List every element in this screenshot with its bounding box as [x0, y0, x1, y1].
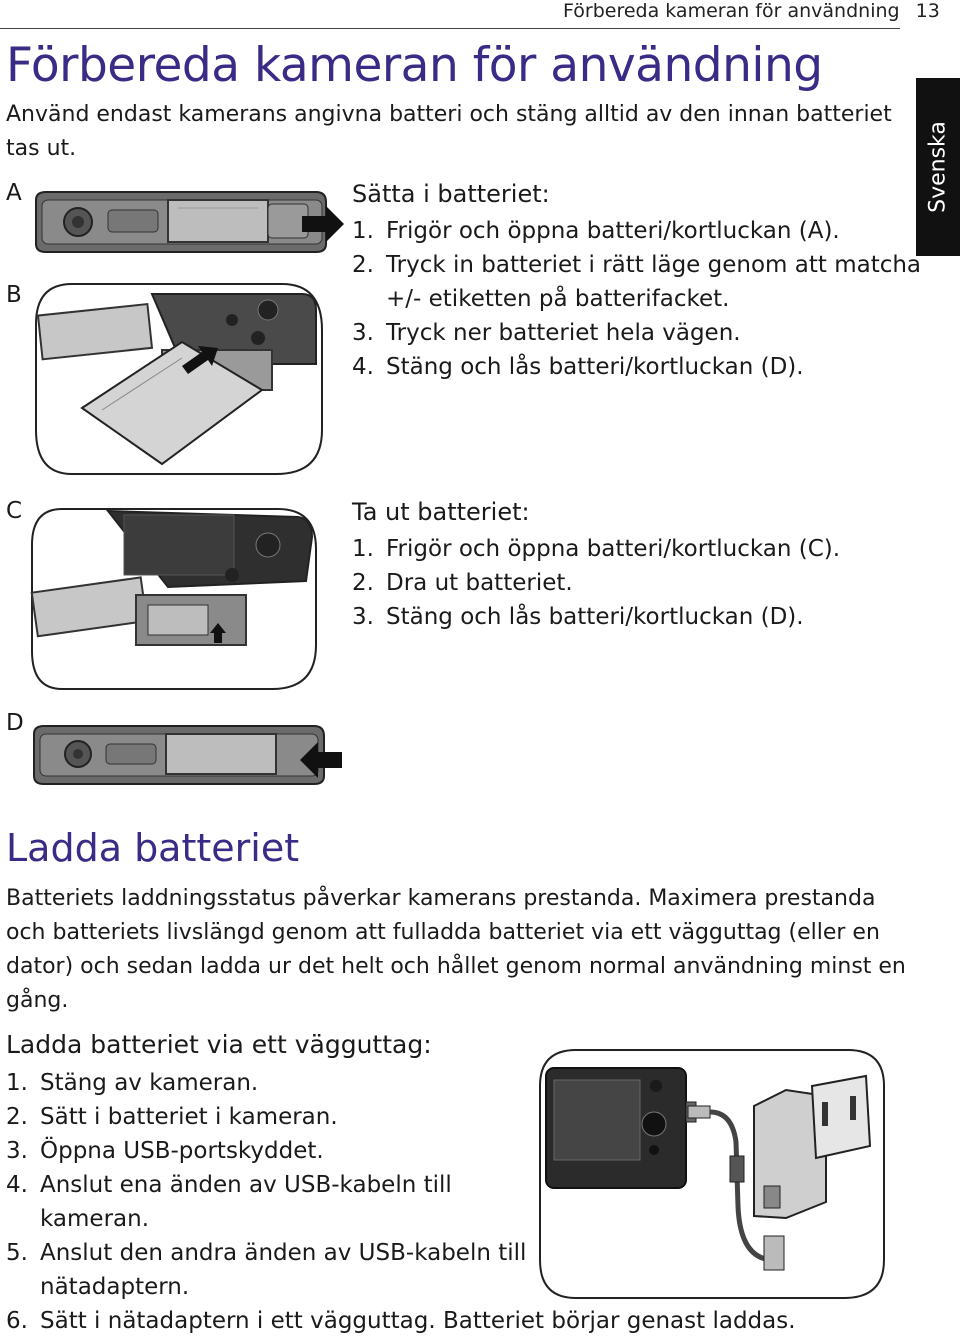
list-item: 5. Anslut den andra änden av USB-kabeln till [6, 1240, 527, 1266]
intro-text: Använd endast kamerans angivna batteri och stäng alltid av den innan batteriet tas ut. [6, 102, 892, 161]
battery-remove-illustration-c [28, 505, 320, 693]
camera-bottom-illustration-a [28, 186, 348, 266]
figure-label-d: D [6, 710, 24, 736]
camera-bottom-illustration-d [28, 722, 348, 792]
figure-label-b: B [6, 282, 22, 308]
section-title-charge: Ladda batteriet [6, 826, 300, 870]
list-item: 2. Tryck in batteriet i rätt läge genom att matcha [352, 252, 922, 278]
list-item-continuation: +/- etiketten på batterifacket. [386, 286, 730, 312]
list-item-continuation: kameran. [40, 1206, 150, 1232]
list-item: 3. Öppna USB-portskyddet. [6, 1138, 324, 1164]
list-item: 4. Anslut ena änden av USB-kabeln till [6, 1172, 452, 1198]
page-title: Förbereda kameran för användning [6, 38, 823, 93]
list-item: 4. Stäng och lås batteri/kortluckan (D). [352, 354, 804, 380]
insert-battery-heading: Sätta i batteriet: [352, 180, 550, 208]
remove-battery-steps [352, 532, 840, 634]
list-item: 3. Tryck ner batteriet hela vägen. [352, 320, 741, 346]
list-item: 1. Frigör och öppna batteri/kortluckan (A). [352, 218, 840, 244]
insert-battery-steps [352, 214, 921, 384]
page-number: 13 [915, 0, 940, 22]
list-item: 1. Stäng av kameran. [6, 1070, 259, 1096]
charging-illustration [536, 1046, 888, 1302]
list-item: 2. Sätt i batteriet i kameran. [6, 1104, 338, 1130]
header-rule [0, 28, 900, 29]
remove-battery-heading: Ta ut batteriet: [352, 498, 530, 526]
figure-label-c: C [6, 498, 23, 524]
list-item: 6. Sätt i nätadaptern i ett vägguttag. Batteriet börjar genast laddas. [6, 1308, 796, 1334]
charge-subheading: Ladda batteriet via ett vägguttag: [6, 1030, 432, 1059]
charge-paragraph: Batteriets laddningsstatus påverkar kamerans prestanda. Maximera prestanda och batteriets livslängd genom att fulladda batteriet via ett vägguttag (eller en dator) och sedan ladda ur det helt och hållet genom normal användning minst en gång. [6, 886, 906, 1013]
battery-insert-illustration-b [32, 280, 324, 478]
running-header [563, 0, 940, 22]
running-title: Förbereda kameran för användning [563, 0, 900, 22]
figure-label-a: A [6, 180, 22, 206]
list-item-continuation: nätadaptern. [40, 1274, 190, 1300]
list-item: 3. Stäng och lås batteri/kortluckan (D). [352, 604, 804, 630]
language-tab [916, 78, 960, 256]
list-item: 1. Frigör och öppna batteri/kortluckan (C). [352, 536, 841, 562]
language-tab-label: Svenska [925, 121, 951, 213]
list-item: 2. Dra ut batteriet. [352, 570, 573, 596]
